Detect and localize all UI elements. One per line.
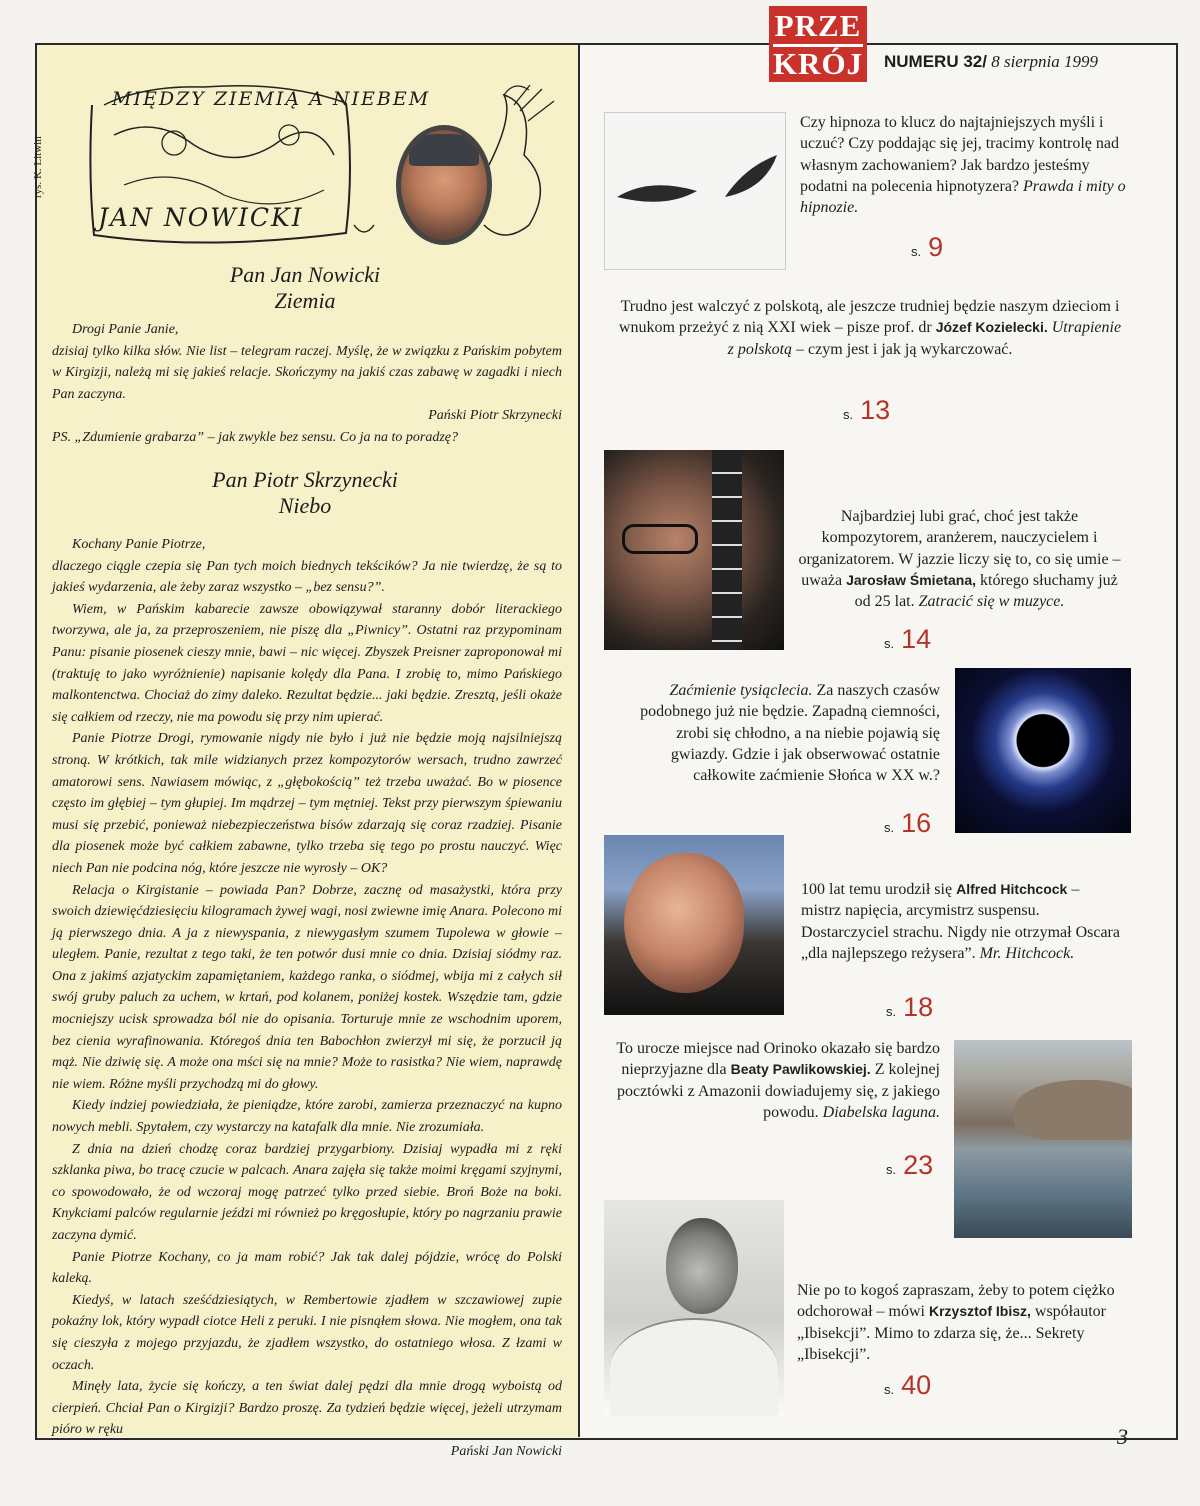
laguna-text: To urocze miejsce nad Orinoko okazało się bardzo nieprzyjazne dla: [616, 1040, 940, 1079]
smietana-blurb[interactable]: [797, 506, 1122, 612]
hitchcock-text-end: – mistrz napięcia, arcymistrz suspensu. Dostarczyciel strachu. Nigdy nie otrzymał Oscara „dla najlepszego reżysera”.: [801, 881, 1120, 962]
laguna-page-ref[interactable]: [886, 1150, 933, 1181]
face-shape: [624, 853, 744, 993]
letter2-title-line2: Niebo: [278, 493, 332, 518]
illustration-name: JAN NOWICKI: [98, 203, 304, 232]
smietana-author: Jarosław Śmietana,: [846, 571, 977, 588]
ibisz-text: Nie po to kogoś zapraszam, żeby to potem ciężko odchorował – mówi: [797, 1282, 1115, 1321]
letter2-paragraph: Minęły lata, życie się kończy, a ten świat dalej pędzi dla mnie drogą wyboistą od cierpień. Chciał Pan o Kirgizji? Bardzo proszę. Za tydzień będzie więcej, jeżeli utrzymam pióro w ręku: [52, 1379, 562, 1438]
hypnosis-text: Czy hipnoza to klucz do najtajniejszych myśli i uczuć? Czy poddając się jej, tracimy kontrolę nad własnym zachowaniem? Jak bardzo jesteśmy podatni na polecenia hipnotyzera?: [800, 114, 1119, 195]
letter2-paragraph: Wiem, w Pańskim kabarecie zawsze obowiązywał staranny dobór literackiego tworzywa, ale ja, za przeproszeniem, nie piszę dla „Piwnicy”. Ostatni raz przypominam Panu: pisanie piosenek cieszy mnie, bawi – nic więcej. Zbyszek Preisner zaproponował mi (traktuję to jako wyróżnienie) napisanie kolędy dla Pana. I zrobię to, mimo Pańskiego malkontenctwa. Chociaż do zimy daleko. Rezultat będzie... jaki będzie. Zresztą, jeśli okaże się całkiem od rzeczy, nie ma powodu się przy nim upierać.: [52, 601, 562, 725]
hypnosis-blurb[interactable]: [800, 112, 1135, 218]
polskota-text-end: czym jest i jak ją wykarczować.: [808, 340, 1013, 358]
rock-shape: [1014, 1080, 1132, 1140]
page-prefix: s.: [884, 636, 895, 651]
logo-line2: KRÓJ: [772, 46, 864, 81]
hypnosis-title: Prawda i mity o hipnozie.: [800, 177, 1126, 217]
hitchcock-title: Mr. Hitchcock.: [979, 944, 1075, 962]
eclipse-title: Zaćmienie tysiąclecia.: [669, 682, 813, 699]
letter2-paragraph: Z dnia na dzień chodzę coraz bardziej przygarbiony. Dzisiaj wypadła mi z ręki szklanka piwa, bo tracę czucie w palcach. Anara zajęła się także moimi kręgami szyjnymi, co spowodowało, że od wczoraj mogę patrzeć tylko przed siebie. Broń Boże na boki. Knykciami palców regularnie jeździ mi również po kręgosłupie, który po nagrzaniu prawie zaczyna dymić.: [52, 1141, 562, 1243]
smietana-title: Zatracić się w muzyce.: [918, 593, 1065, 611]
eclipse-blurb[interactable]: [630, 680, 940, 786]
ibisz-blurb[interactable]: [797, 1280, 1122, 1365]
laguna-text-end: Z kolejnej pocztówki z Amazonii dowiadujemy się, z jakiego powodu.: [616, 1061, 940, 1121]
hitchcock-name: Alfred Hitchcock: [956, 881, 1068, 897]
illustration-credit: rys. K. Litwin: [32, 136, 44, 198]
shoulders-shape: [610, 1318, 778, 1416]
eyes-photo[interactable]: [604, 112, 786, 270]
smietana-text: Najbardziej lubi grać, choć jest także kompozytorem, aranżerem, nauczycielem i organizatorem. W jazzie liczy się to, co się umie – uważa: [798, 508, 1121, 589]
issue-number: NUMERU 32/: [884, 52, 987, 71]
ibisz-page-ref[interactable]: [884, 1370, 931, 1401]
hypnosis-page-ref[interactable]: [911, 232, 943, 263]
hitchcock-photo[interactable]: [604, 835, 784, 1015]
letter1-signature: Pański Piotr Skrzynecki: [428, 408, 562, 424]
letter2-paragraph: Kiedyś, w latach sześćdziesiątych, w Rembertowie zjadłem w szczawiowej zupie pokaźny lok, który wypadł ciotce Heli z peruki. I nie pisnąłem słowa. Nie mogłem, ona tak się cieszyła z mojego przyjazdu, że zjadłem wszystko, do ostatniego włosa. Z łzami w oczach.: [52, 1292, 562, 1373]
smietana-photo[interactable]: [604, 450, 784, 650]
head-shape: [666, 1218, 738, 1314]
page-number: 9: [928, 232, 944, 262]
page-prefix: s.: [884, 820, 895, 835]
page-prefix: s.: [843, 407, 854, 422]
page-number: 13: [860, 395, 891, 425]
ibisz-text-end: współautor „Ibisekcji”. Mimo to zdarza się, że... Sekrety „Ibisekcji”.: [797, 1303, 1106, 1363]
letter2-paragraph: Kiedy indziej powiedziała, że pieniądze, które zarobi, zamierza przeznaczyć na kupno nowych mebli. Spytałem, czy wystarczy na katafalk dla mnie. Nie zrozumiała.: [52, 1098, 562, 1136]
letter1-salutation: Drogi Panie Janie,: [72, 322, 179, 337]
letter1-text: dzisiaj tylko kilka słów. Nie list – telegram raczej. Myślę, że w związku z Pańskim pobytem w Kirgizji, należą mi się jakieś relacje. Skończymy na jakiś czas zabawę w zagadki i niech Pan zaczyna.: [52, 343, 562, 402]
hat-shape: [409, 134, 479, 166]
portrait-photo: [396, 125, 492, 245]
issue-info: [884, 52, 1098, 72]
magazine-logo[interactable]: [769, 6, 867, 82]
page-prefix: s.: [886, 1162, 897, 1177]
laguna-blurb[interactable]: [604, 1038, 940, 1123]
ibisz-photo[interactable]: [604, 1200, 784, 1416]
ibisz-name: Krzysztof Ibisz,: [928, 1303, 1031, 1320]
letter2-signature: Pański Jan Nowicki: [450, 1443, 562, 1459]
eclipse-page-ref[interactable]: [884, 808, 931, 839]
letter2-paragraph: Relacja o Kirgistanie – powiada Pan? Dobrze, zacznę od masażystki, która przy swoich dziewięćdziesięciu kilogramach żywej wagi, nosi zwiewne imię Anara. Polecono mi ją pierwszego dnia. A ja z niewyspania, z niewygasłym szumem Tupolewa w głowie – uległem. Panie, rezultat z tego taki, że ten potwór dusi mnie co dnia. Dzisiaj siódmy raz. Ona z jakimś azjatyckim zapamiętaniem, każdego ranka, o siódmej, wbija mi z całych sił swój gruby paluch za uchem, w krtań, pod kolanem, poniżej kostek. Wszędzie tam, gdzie mocniejszy ucisk sprowadza ból nie do opisania. Torturuje mnie ze wschodnim uporem, bez cienia wyrafinowania. Któregoś dnia ten Babochłon zwierzył mi się, że porzucił ją mąż. Nie dziwię się. A może ona mści się na mnie? Może to rasistka? Nie wiem, naprawdę nie wiem. Różne myśli przychodzą mi do głowy.: [52, 882, 562, 1092]
laguna-photo[interactable]: [954, 1040, 1132, 1238]
page-number: 16: [901, 808, 932, 838]
logo-line1: PRZE: [774, 8, 862, 43]
page-number: 14: [901, 624, 932, 654]
letter1-title-line1: Pan Jan Nowicki: [229, 262, 381, 287]
page-prefix: s.: [911, 244, 922, 259]
guitar-neck: [712, 450, 742, 650]
hitchcock-text: 100 lat temu urodził się: [801, 881, 953, 898]
page-number: 23: [903, 1150, 934, 1180]
polskota-blurb[interactable]: [615, 296, 1125, 360]
polskota-page-ref[interactable]: [843, 395, 890, 426]
eyes-drawing: [605, 113, 785, 269]
letter1-title-line2: Ziemia: [274, 288, 336, 313]
issue-date: 8 sierpnia 1999: [991, 52, 1098, 71]
glasses-shape: [622, 524, 698, 554]
hitchcock-blurb[interactable]: [801, 879, 1121, 964]
letter2-salutation: Kochany Panie Piotrze,: [72, 537, 206, 552]
page-prefix: s.: [884, 1382, 895, 1397]
page-number-footer: 3: [1117, 1424, 1128, 1449]
laguna-title: Diabelska laguna.: [822, 1103, 940, 1121]
smietana-page-ref[interactable]: [884, 624, 931, 655]
letter1-ps: PS. „Zdumienie grabarza” – jak zwykle bez sensu. Co ja na to poradzę?: [52, 429, 458, 445]
page-prefix: s.: [886, 1004, 897, 1019]
polskota-title: Utrapienie z polskotą –: [727, 319, 1122, 358]
page-number: 18: [903, 992, 934, 1022]
illustration-title: MIĘDZY ZIEMIĄ A NIEBEM: [112, 88, 431, 110]
letter2-paragraph: Panie Piotrze Drogi, rymowanie nigdy nie było i już nie będzie moją najsilniejszą stroną. W krótkich, tak mile widzianych przez kompozytorów wersach, trudno zawrzeć amatorowi sens. Nawiasem mówiąc, z „głębokością” też trzeba uważać. Bo w piosence często im głębiej – tym głupiej. Im mądrzej – tym mętniej. Tekst przy pierwszym śpiewaniu musi się przebić, ponieważ niebezpieczeństwa bisów zdarzają się coraz rzadziej. Pisanie dla piosenek może być całkiem zabawne, tylko trzeba się tego po prostu nauczyć. Więc niech Pan nie podcina nóg, które jeszcze nie wyrosły – OK?: [52, 731, 562, 876]
letter2-title-line1: Pan Piotr Skrzynecki: [212, 467, 398, 492]
letter2-title: [180, 467, 430, 519]
smietana-text-end: którego słuchamy już od 25 lat.: [854, 571, 1118, 611]
letter2-body: [52, 534, 562, 1463]
laguna-author: Beaty Pawlikowskiej.: [730, 1061, 871, 1078]
letter1-title: [180, 262, 430, 314]
eclipse-text: Za naszych czasów podobnego już nie będzie. Zapadną ciemności, zrobi się chłodno, a na niebie pojawią się gwiazdy. Gdzie i jak obserwować ostatnie całkowite zaćmienie Słońca w XX w.?: [640, 682, 940, 785]
polskota-text: Trudno jest walczyć z polskotą, ale jeszcze trudniej będzie naszym dzieciom i wnukom przeżyć z nią XXI wiek – pisze prof. dr: [618, 298, 1120, 337]
polskota-author: Józef Kozielecki.: [935, 319, 1048, 336]
letter2-paragraph: dlaczego ciągle czepia się Pan tych moich biednych tekścików? Ja nie twierdzę, że są to jakieś wydarzenia, ale żeby zaraz wszystko – „bez sensu?”.: [52, 558, 562, 596]
letter1-body: [52, 319, 562, 449]
eclipse-photo[interactable]: [955, 668, 1131, 833]
hitchcock-page-ref[interactable]: [886, 992, 933, 1023]
page-number: 40: [901, 1370, 932, 1400]
letter2-paragraph: Panie Piotrze Kochany, co ja mam robić? Jak tak dalej pójdzie, wrócę do Polski kaleką.: [52, 1249, 562, 1287]
